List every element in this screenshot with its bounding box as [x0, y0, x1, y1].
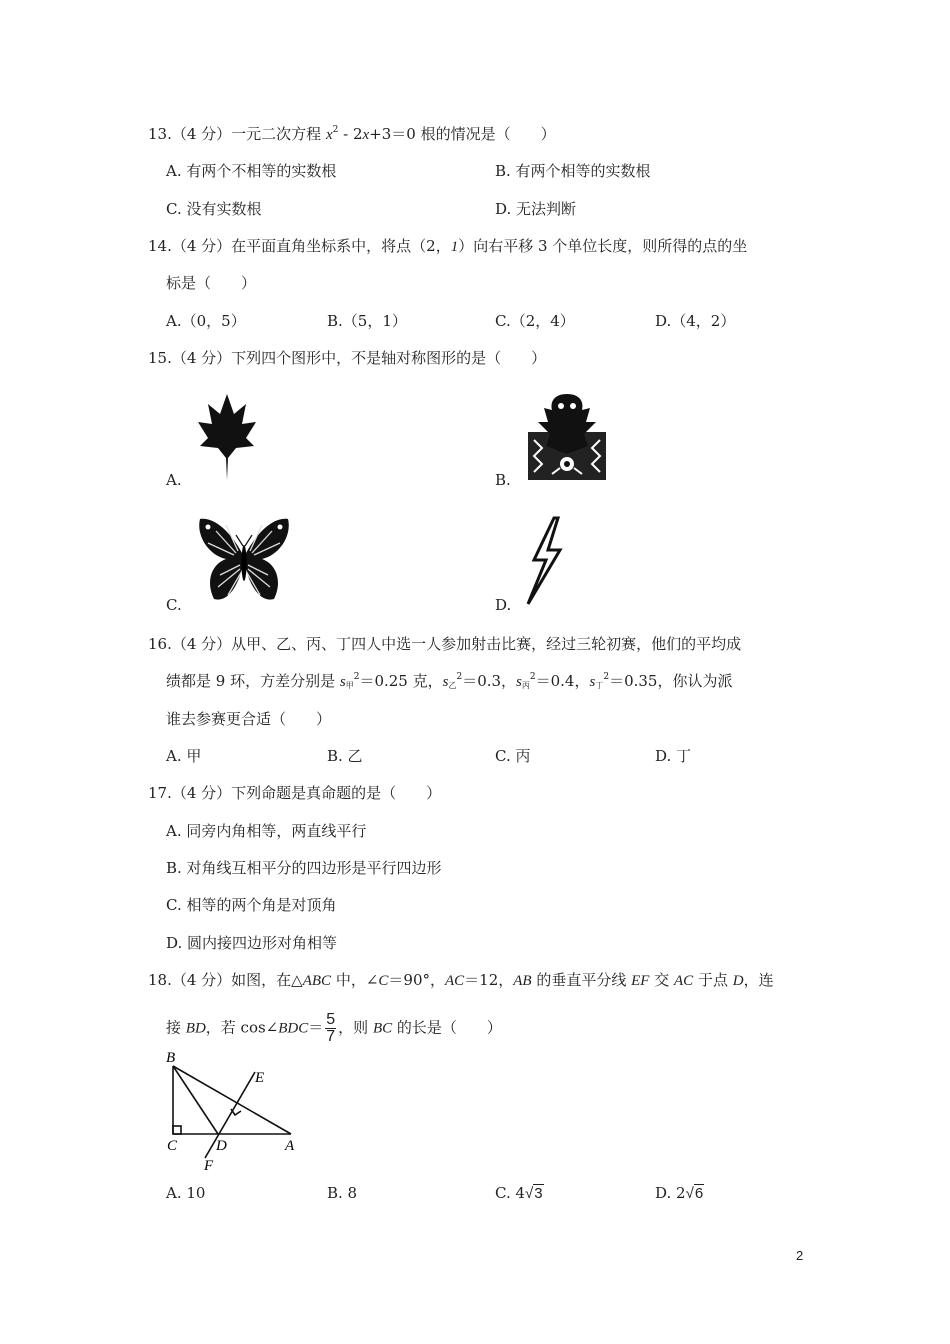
q16-stem-line3: 谁去参赛更合适（ ）	[166, 710, 332, 728]
q16-stem-line1: 16.（4 分）从甲、乙、丙、丁四人中选一人参加射击比赛，经过三轮初赛，他们的平均成	[148, 635, 742, 653]
q18-option-a: A. 10	[166, 1184, 206, 1202]
q18-stem-line2: 接 BD，若 cos∠BDC＝ $\frac{5}{7}$ ，则 BC 的长是（ ）	[166, 1011, 502, 1045]
maple-leaf-figure	[196, 392, 258, 482]
q16-option-d: D. 丁	[655, 747, 692, 765]
q14-option-b: B.（5，1）	[327, 312, 407, 330]
sqrt-6: √6	[685, 1185, 704, 1202]
label-f: F	[204, 1158, 214, 1174]
label-c: C	[167, 1138, 178, 1154]
q13-option-b: B. 有两个相等的实数根	[495, 162, 651, 180]
sqrt-3: √3	[525, 1185, 543, 1202]
q18-option-b: B. 8	[327, 1184, 358, 1202]
q14-option-d: D.（4，2）	[655, 312, 736, 330]
q17-option-b: B. 对角线互相平分的四边形是平行四边形	[166, 859, 442, 877]
q15-stem: 15.（4 分）下列四个图形中，不是轴对称图形的是（ ）	[148, 349, 547, 367]
q16-option-b: B. 乙	[327, 747, 363, 765]
q14-option-a: A.（0，5）	[166, 312, 246, 330]
q15-option-d-label: D.	[495, 596, 512, 614]
q13-stem: 13.（4 分）一元二次方程 $x^2 - 2x+3=0$ 根的情况是（ ）	[148, 125, 556, 143]
label-d: D	[216, 1138, 227, 1154]
triangle-figure	[160, 1046, 310, 1174]
lightning-figure	[524, 516, 564, 606]
q17-option-c: C. 相等的两个角是对顶角	[166, 896, 337, 914]
q17-option-a: A. 同旁内角相等，两直线平行	[166, 822, 367, 840]
fraction-5-7: $\frac{5}{7}$	[326, 1011, 336, 1045]
q16-stem-line2: 绩都是 9 环，方差分别是 $s_甲^2=0.25$ 克，$s_乙^2=0.3$，$s_丙^2=0.4$，$s_丁^2=0.35$，你认为派	[166, 672, 733, 690]
label-b: B	[166, 1050, 176, 1066]
label-a: A	[285, 1138, 295, 1154]
q14-stem-line2: 标是（ ）	[166, 274, 257, 292]
q15-option-b-label: B.	[495, 471, 511, 489]
q13-option-d: D. 无法判断	[495, 200, 577, 218]
label-e: E	[255, 1070, 265, 1086]
q18-option-c: C. 4√3	[495, 1184, 543, 1202]
q13-option-a: A. 有两个不相等的实数根	[166, 162, 337, 180]
q15-option-a-label: A.	[166, 471, 182, 489]
q13-option-c: C. 没有实数根	[166, 200, 262, 218]
q17-stem: 17.（4 分）下列命题是真命题的是（ ）	[148, 784, 442, 802]
q18-option-d: D. 2√6	[655, 1184, 704, 1202]
q17-option-d: D. 圆内接四边形对角相等	[166, 934, 338, 952]
q16-option-c: C. 丙	[495, 747, 531, 765]
butterfly-figure	[196, 513, 292, 605]
page-number: 2	[796, 1248, 804, 1263]
q18-stem-line1: 18.（4 分）如图，在△ABC 中，∠C＝90°，AC＝12，AB 的垂直平分线 EF 交 AC 于点 D，连	[148, 971, 774, 989]
q14-option-c: C.（2，4）	[495, 312, 575, 330]
q14-stem-line1: 14.（4 分）在平面直角坐标系中，将点（2，1）向右平移 3 个单位长度，则所得的点的坐	[148, 237, 748, 255]
q16-option-a: A. 甲	[166, 747, 202, 765]
q15-option-c-label: C.	[166, 596, 182, 614]
papercut-eagle-figure	[524, 388, 610, 484]
